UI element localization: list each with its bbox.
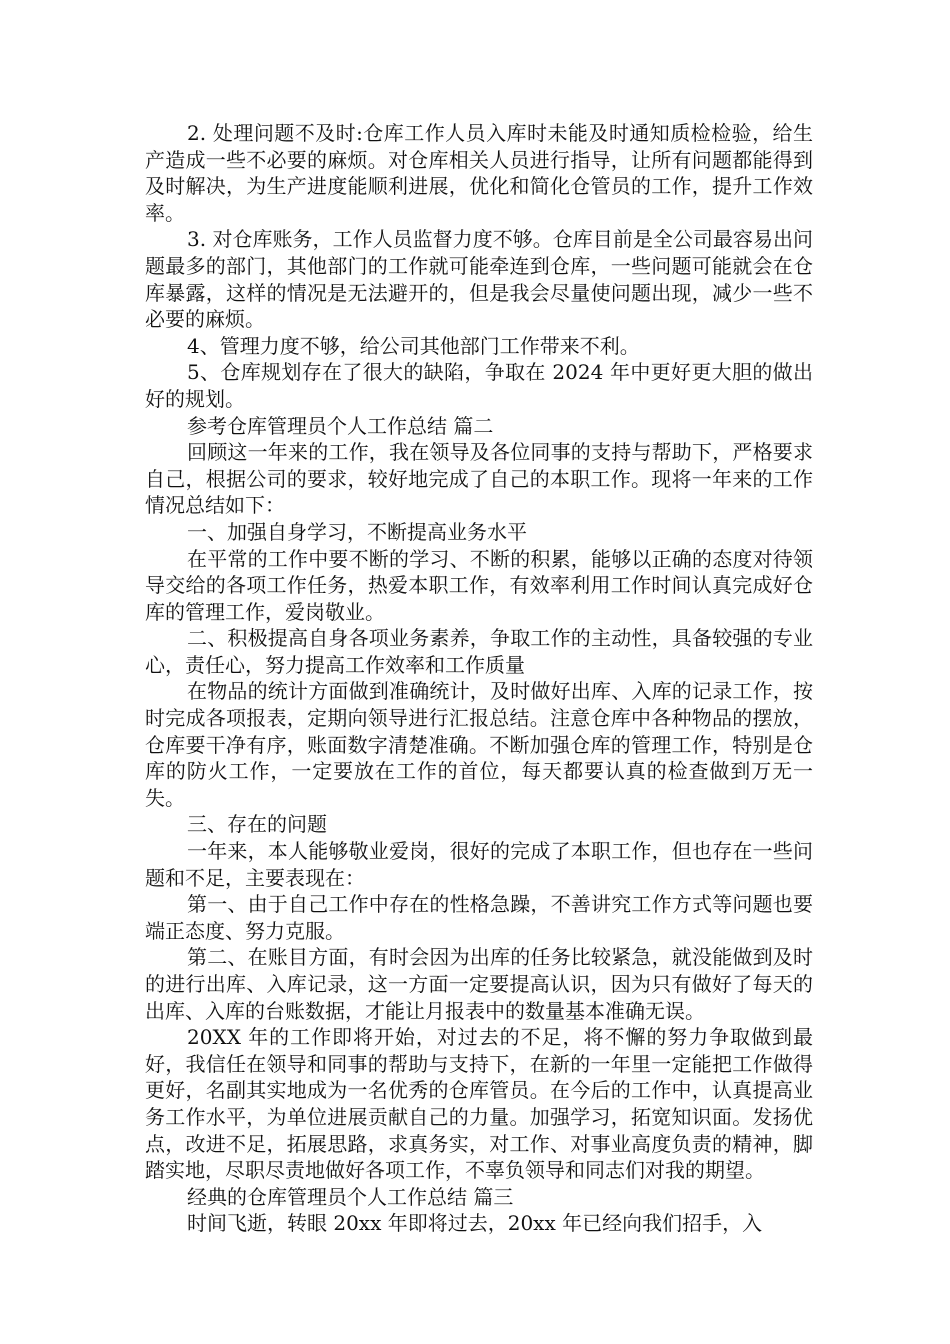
paragraph-issue-4: 4、管理力度不够，给公司其他部门工作带来不利。 bbox=[187, 333, 640, 358]
paragraph-review: 回顾这一年来的工作，我在领导及各位同事的支持与帮助下，严格要求自己，根据公司的要求，较好地完成了自己的本职工作。现将一年来的工作情况总结如下： bbox=[145, 440, 813, 518]
paragraph-issue-5: 5、仓库规划存在了很大的缺陷，争取在 2024 年中更好更大胆的做出好的规划。 bbox=[145, 360, 813, 411]
paragraph-outlook: 20XX 年的工作即将开始，对过去的不足，将不懈的努力争取做到最好，我信任在领导和同事的帮助与支持下，在新的一年里一定能把工作做得更好，名副其实地成为一名优秀的仓库管员。在今后的工作中，认真提高业务工作水平，为单位进展贡献自己的力量。加强学习，拓宽知识面。发扬优点，改进不足，拓展思路，求真务实，对工作、对事业高度负责的精神，脚踏实地，尽职尽责地做好各项工作，不辜负领导和同志们对我的期望。 bbox=[145, 1025, 813, 1183]
section-heading-part-2: 参考仓库管理员个人工作总结 篇二 bbox=[187, 413, 494, 438]
paragraph-problem-second: 第二、在账目方面，有时会因为出库的任务比较紧急，就没能做到及时的进行出库、入库记录，这一方面一定要提高认识，因为只有做好了每天的出库、入库的台账数据，才能让月报表中的数量基本准确无误。 bbox=[145, 945, 813, 1023]
paragraph-issue-2: 2. 处理问题不及时:仓库工作人员入库时未能及时通知质检检验，给生产造成一些不必要的麻烦。对仓库相关人员进行指导，让所有问题都能得到及时解决，为生产进度能顺利进展，优化和简化仓管员的工作，提升工作效率。 bbox=[145, 121, 813, 225]
subheading-improvement: 二、积极提高自身各项业务素养，争取工作的主动性，具备较强的专业心，责任心，努力提高工作效率和工作质量 bbox=[145, 626, 813, 677]
paragraph-issue-3: 3. 对仓库账务，工作人员监督力度不够。仓库目前是全公司最容易出问题最多的部门，其他部门的工作就可能牵连到仓库，一些问题可能就会在仓库暴露，这样的情况是无法避开的，但是我会尽量使问题出现，减少一些不必要的麻烦。 bbox=[145, 227, 813, 332]
subheading-problems: 三、存在的问题 bbox=[187, 812, 327, 837]
paragraph-learning: 在平常的工作中要不断的学习、不断的积累，能够以正确的态度对待领导交给的各项工作任务，热爱本职工作，有效率利用工作时间认真完成好仓库的管理工作，爱岗敬业。 bbox=[145, 546, 813, 624]
paragraph-problem-first: 第一、由于自己工作中存在的性格急躁，不善讲究工作方式等问题也要端正态度、努力克服。 bbox=[145, 892, 813, 943]
paragraph-problems-intro: 一年来，本人能够敬业爱岗，很好的完成了本职工作，但也存在一些问题和不足，主要表现在： bbox=[145, 839, 813, 890]
section-heading-part-3: 经典的仓库管理员个人工作总结 篇三 bbox=[187, 1184, 514, 1209]
paragraph-part-3-start: 时间飞逝，转眼 20xx 年即将过去，20xx 年已经向我们招手，入 bbox=[187, 1211, 763, 1236]
paragraph-statistics: 在物品的统计方面做到准确统计，及时做好出库、入库的记录工作，按时完成各项报表，定期向领导进行汇报总结。注意仓库中各种物品的摆放，仓库要干净有序，账面数字清楚准确。不断加强仓库的管理工作，特别是仓库的防火工作，一定要放在工作的首位，每天都要认真的检查做到万无一失。 bbox=[145, 679, 813, 810]
subheading-learning: 一、加强自身学习，不断提高业务水平 bbox=[187, 519, 527, 544]
document-body bbox=[145, 120, 813, 1237]
